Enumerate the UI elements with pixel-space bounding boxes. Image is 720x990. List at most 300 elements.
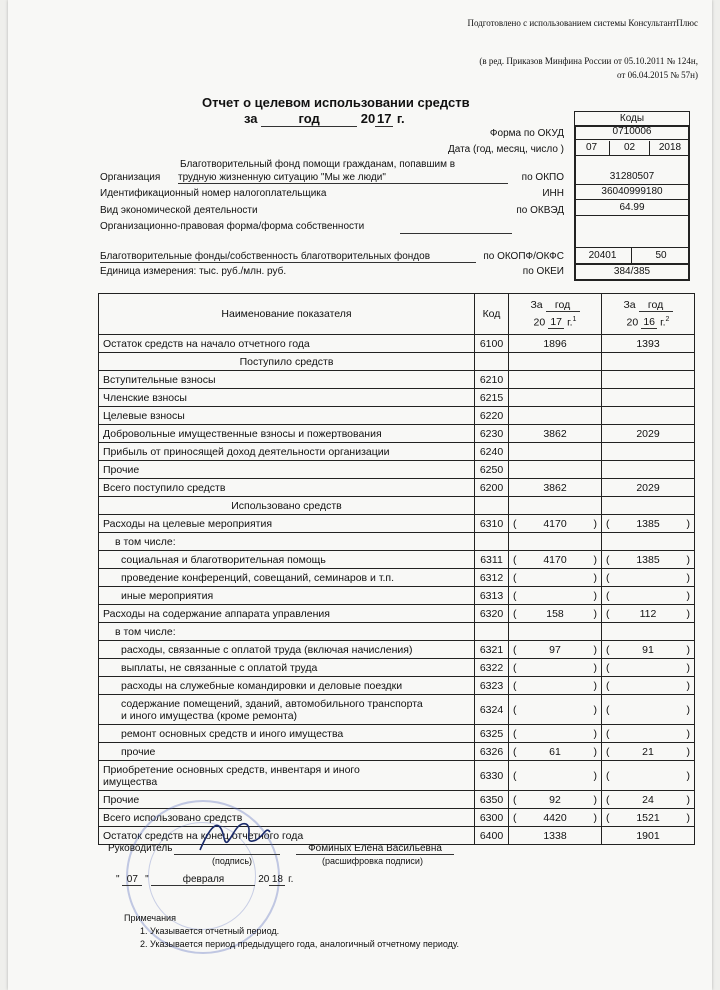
indicator-name: Всего использовано средств bbox=[99, 809, 475, 827]
sign-year-prefix: 20 bbox=[258, 874, 270, 885]
value-cell-empty bbox=[602, 353, 695, 371]
paren-close: ) bbox=[686, 589, 690, 602]
paren-close: ) bbox=[686, 745, 690, 758]
okfs-code: 50 bbox=[655, 250, 667, 261]
period-za: за bbox=[244, 111, 258, 126]
parenthesized-value bbox=[513, 704, 597, 716]
table-row bbox=[99, 695, 695, 725]
value-cur-cell bbox=[509, 809, 602, 827]
value-prev-cell bbox=[602, 725, 695, 743]
indicator-name: Целевые взносы bbox=[99, 407, 475, 425]
parenthesized-value bbox=[606, 590, 690, 602]
table-row bbox=[99, 335, 695, 353]
legal-form-blank bbox=[574, 215, 690, 248]
col-previous-header bbox=[602, 294, 695, 335]
table-row bbox=[99, 587, 695, 605]
okopf-code: 20401 bbox=[574, 248, 632, 264]
value-prev bbox=[602, 389, 695, 407]
indicator-code: 6240 bbox=[475, 443, 509, 461]
indicator-name: Добровольные имущественные взносы и пожертвования bbox=[99, 425, 475, 443]
value-cur-cell bbox=[509, 641, 602, 659]
value-cur: 3862 bbox=[509, 479, 602, 497]
indicator-code: 6200 bbox=[475, 479, 509, 497]
date-label: Дата (год, месяц, число ) bbox=[448, 144, 564, 155]
okved-label: по ОКВЭД bbox=[516, 205, 564, 216]
parenthesized-value bbox=[513, 812, 597, 824]
subheading-label: в том числе: bbox=[99, 533, 475, 551]
value-cur-cell bbox=[509, 743, 602, 761]
parenthesized-value bbox=[606, 572, 690, 584]
indicator-name: ремонт основных средств и иного имущества bbox=[99, 725, 475, 743]
value-prev-cell bbox=[602, 761, 695, 791]
value-prev-cell bbox=[602, 809, 695, 827]
value-cur: 92 bbox=[549, 793, 561, 806]
indicator-name: Расходы на содержание аппарата управления bbox=[99, 605, 475, 623]
paren-close: ) bbox=[686, 607, 690, 620]
value-cell-empty bbox=[602, 497, 695, 515]
parenthesized-value bbox=[606, 608, 690, 620]
table-row bbox=[99, 725, 695, 743]
paren-open: ( bbox=[513, 571, 517, 584]
okpo-label: по ОКПО bbox=[521, 172, 564, 183]
paren-close: ) bbox=[686, 553, 690, 566]
paren-close: ) bbox=[686, 811, 690, 824]
value-cell-empty bbox=[509, 533, 602, 551]
subheading-label: в том числе: bbox=[99, 623, 475, 641]
paren-open: ( bbox=[513, 679, 517, 692]
paren-open: ( bbox=[606, 727, 610, 740]
value-prev-cell bbox=[602, 743, 695, 761]
legal-text: Организационно-правовая форма/форма собственности bbox=[100, 221, 365, 232]
code-cell-empty bbox=[475, 533, 509, 551]
paren-close: ) bbox=[593, 769, 597, 782]
name-caption: (расшифровка подписи) bbox=[322, 856, 423, 866]
table-row bbox=[99, 389, 695, 407]
sign-year: 18 bbox=[269, 874, 285, 886]
indicator-code: 6320 bbox=[475, 605, 509, 623]
indicator-name: Всего поступило средств bbox=[99, 479, 475, 497]
value-prev: 112 bbox=[639, 607, 657, 620]
value-cur: 4170 bbox=[543, 553, 567, 566]
paren-close: ) bbox=[593, 745, 597, 758]
value-cur bbox=[509, 461, 602, 479]
value-cur-cell bbox=[509, 761, 602, 791]
code-cell-empty bbox=[475, 497, 509, 515]
note-2: 2. Указывается период предыдущего года, аналогичный отчетному периоду. bbox=[140, 939, 460, 949]
paren-open: ( bbox=[513, 745, 517, 758]
paren-open: ( bbox=[513, 643, 517, 656]
parenthesized-value bbox=[606, 644, 690, 656]
table-row bbox=[99, 425, 695, 443]
indicator-name: Расходы на целевые мероприятия bbox=[99, 515, 475, 533]
parenthesized-value bbox=[513, 770, 597, 782]
table-row bbox=[99, 641, 695, 659]
inn-label: ИНН bbox=[542, 188, 564, 199]
value-cur-cell bbox=[509, 515, 602, 533]
note-1: 1. Указывается отчетный период. bbox=[140, 926, 280, 936]
cur-year: 17 bbox=[548, 316, 564, 329]
document-page bbox=[8, 0, 712, 990]
paren-open: ( bbox=[606, 793, 610, 806]
paren-open: ( bbox=[606, 679, 610, 692]
parenthesized-value bbox=[606, 518, 690, 530]
value-prev-cell bbox=[602, 791, 695, 809]
value-prev-cell bbox=[602, 587, 695, 605]
paren-close: ) bbox=[686, 517, 690, 530]
value-prev bbox=[602, 407, 695, 425]
indicator-name: Прочие bbox=[99, 791, 475, 809]
cur-suffix: г. bbox=[567, 316, 573, 329]
value-cell-empty bbox=[509, 497, 602, 515]
indicator-code: 6400 bbox=[475, 827, 509, 845]
indicator-name bbox=[99, 761, 475, 791]
period-suffix: г. bbox=[396, 111, 405, 126]
table-row bbox=[99, 605, 695, 623]
sign-date bbox=[116, 874, 293, 886]
codes-header: Коды bbox=[574, 111, 690, 126]
paren-open: ( bbox=[513, 703, 517, 716]
value-prev bbox=[602, 461, 695, 479]
value-cur-cell bbox=[509, 725, 602, 743]
indicator-name: проведение конференций, совещаний, семинаров и т.п. bbox=[99, 569, 475, 587]
table-row bbox=[99, 371, 695, 389]
indicator-code: 6310 bbox=[475, 515, 509, 533]
value-prev: 1385 bbox=[636, 517, 660, 530]
paren-open: ( bbox=[513, 769, 517, 782]
indicator-code: 6312 bbox=[475, 569, 509, 587]
table-row bbox=[99, 479, 695, 497]
parenthesized-value bbox=[513, 746, 597, 758]
indicator-name: Остаток средств на начало отчетного года bbox=[99, 335, 475, 353]
edition-note-line1: (в ред. Приказов Минфина России от 05.10.2011 № 124н, bbox=[479, 56, 698, 66]
indicator-code: 6322 bbox=[475, 659, 509, 677]
value-cur-cell bbox=[509, 605, 602, 623]
indicator-code: 6100 bbox=[475, 335, 509, 353]
value-prev-cell bbox=[602, 569, 695, 587]
paren-close: ) bbox=[593, 661, 597, 674]
head-label: Руководитель bbox=[108, 843, 173, 854]
paren-close: ) bbox=[593, 679, 597, 692]
report-period bbox=[244, 111, 405, 127]
parenthesized-value bbox=[513, 662, 597, 674]
value-cur bbox=[509, 389, 602, 407]
cur-za: За bbox=[530, 298, 543, 311]
parenthesized-value bbox=[606, 680, 690, 692]
report-table bbox=[98, 293, 695, 845]
table-row bbox=[99, 761, 695, 791]
paren-open: ( bbox=[513, 607, 517, 620]
indicator-name-line2: имущества bbox=[103, 775, 158, 788]
value-cur-cell bbox=[509, 695, 602, 725]
indicator-code: 6313 bbox=[475, 587, 509, 605]
value-cur bbox=[509, 407, 602, 425]
paren-close: ) bbox=[686, 679, 690, 692]
parenthesized-value bbox=[513, 608, 597, 620]
table-row bbox=[99, 515, 695, 533]
value-cur bbox=[509, 371, 602, 389]
paren-close: ) bbox=[593, 703, 597, 716]
paren-open: ( bbox=[606, 589, 610, 602]
okved-code: 64.99 bbox=[574, 201, 690, 216]
paren-open: ( bbox=[606, 661, 610, 674]
paren-open: ( bbox=[606, 553, 610, 566]
okei-code: 384/385 bbox=[574, 265, 690, 281]
sign-day: 07 bbox=[122, 874, 142, 886]
table-row bbox=[99, 443, 695, 461]
paren-open: ( bbox=[606, 571, 610, 584]
indicator-code: 6330 bbox=[475, 761, 509, 791]
parenthesized-value bbox=[606, 794, 690, 806]
value-cell-empty bbox=[602, 533, 695, 551]
prev-prefix: 20 bbox=[626, 316, 639, 329]
table-row bbox=[99, 677, 695, 695]
okpo-code: 31280507 bbox=[574, 157, 690, 185]
indicator-name-line1: содержание помещений, зданий, автомобильного транспорта bbox=[121, 697, 423, 710]
value-cur: 4420 bbox=[543, 811, 567, 824]
okei-label: по ОКЕИ bbox=[522, 266, 564, 277]
paren-open: ( bbox=[513, 517, 517, 530]
parenthesized-value bbox=[606, 662, 690, 674]
sign-line bbox=[174, 854, 280, 855]
paren-close: ) bbox=[686, 571, 690, 584]
parenthesized-value bbox=[606, 728, 690, 740]
section-title: Поступило средств bbox=[99, 353, 475, 371]
indicator-name: прочие bbox=[99, 743, 475, 761]
indicator-name bbox=[99, 695, 475, 725]
table-row bbox=[99, 659, 695, 677]
indicator-code: 6210 bbox=[475, 371, 509, 389]
org-label: Организация bbox=[100, 172, 161, 183]
parenthesized-value bbox=[513, 518, 597, 530]
value-cur-cell bbox=[509, 587, 602, 605]
org-name-line2: трудную жизненную ситуацию "Мы же люди" bbox=[178, 172, 508, 184]
period-year-prefix: 20 bbox=[360, 111, 376, 126]
report-title: Отчет о целевом использовании средств bbox=[202, 95, 470, 110]
parenthesized-value bbox=[513, 728, 597, 740]
prev-year: 16 bbox=[641, 316, 657, 329]
prev-word: год bbox=[639, 299, 673, 312]
indicator-name: Прочие bbox=[99, 461, 475, 479]
parenthesized-value bbox=[513, 794, 597, 806]
indicator-code: 6230 bbox=[475, 425, 509, 443]
paren-close: ) bbox=[686, 643, 690, 656]
indicator-name: Прибыль от приносящей доход деятельности организации bbox=[99, 443, 475, 461]
parenthesized-value bbox=[606, 746, 690, 758]
paren-close: ) bbox=[593, 571, 597, 584]
indicator-name: иные мероприятия bbox=[99, 587, 475, 605]
indicator-code: 6220 bbox=[475, 407, 509, 425]
value-cur: 158 bbox=[546, 607, 564, 620]
col-name-header: Наименование показателя bbox=[99, 294, 475, 335]
period-word: год bbox=[261, 111, 357, 127]
table-row bbox=[99, 551, 695, 569]
table-row bbox=[99, 743, 695, 761]
paren-open: ( bbox=[606, 811, 610, 824]
cur-word: год bbox=[546, 299, 580, 312]
value-prev: 2029 bbox=[602, 479, 695, 497]
okud-label: Форма по ОКУД bbox=[489, 128, 564, 139]
paren-close: ) bbox=[593, 553, 597, 566]
indicator-code: 6300 bbox=[475, 809, 509, 827]
cur-prefix: 20 bbox=[533, 316, 546, 329]
code-cell-empty bbox=[475, 623, 509, 641]
indicator-name: расходы, связанные с оплатой труда (включая начисления) bbox=[99, 641, 475, 659]
value-prev: 1393 bbox=[602, 335, 695, 353]
value-prev bbox=[602, 443, 695, 461]
inn-code: 36040999180 bbox=[574, 185, 690, 200]
legal-value: Благотворительные фонды/собственность благотворительных фондов bbox=[100, 251, 476, 263]
value-prev-cell bbox=[602, 641, 695, 659]
value-prev: 24 bbox=[642, 793, 654, 806]
paren-open: ( bbox=[606, 607, 610, 620]
parenthesized-value bbox=[606, 554, 690, 566]
col-code-header: Код bbox=[475, 294, 509, 335]
value-cur bbox=[509, 443, 602, 461]
indicator-code: 6326 bbox=[475, 743, 509, 761]
period-year: 17 bbox=[377, 111, 392, 126]
paren-open: ( bbox=[606, 643, 610, 656]
value-prev bbox=[602, 371, 695, 389]
notes-title: Примечания bbox=[124, 913, 176, 923]
okud-code: 0710006 bbox=[574, 125, 690, 140]
prev-suffix: г. bbox=[660, 316, 666, 329]
value-cur-cell bbox=[509, 569, 602, 587]
paren-open: ( bbox=[606, 703, 610, 716]
paren-close: ) bbox=[593, 517, 597, 530]
indicator-name: выплаты, не связанные с оплатой труда bbox=[99, 659, 475, 677]
section-row bbox=[99, 497, 695, 515]
value-prev: 1521 bbox=[636, 811, 660, 824]
value-cur: 4170 bbox=[543, 517, 567, 530]
table-row bbox=[99, 461, 695, 479]
indicator-code: 6324 bbox=[475, 695, 509, 725]
code-cell-empty bbox=[475, 353, 509, 371]
inn-text: Идентификационный номер налогоплательщика bbox=[100, 188, 327, 199]
paren-close: ) bbox=[686, 769, 690, 782]
paren-close: ) bbox=[686, 703, 690, 716]
date-quote-open: " bbox=[116, 874, 120, 885]
parenthesized-value bbox=[606, 812, 690, 824]
value-cur-cell bbox=[509, 677, 602, 695]
indicator-code: 6311 bbox=[475, 551, 509, 569]
paren-open: ( bbox=[513, 553, 517, 566]
value-cur: 3862 bbox=[509, 425, 602, 443]
indicator-code: 6250 bbox=[475, 461, 509, 479]
indicator-name: расходы на служебные командировки и деловые поездки bbox=[99, 677, 475, 695]
parenthesized-value bbox=[513, 572, 597, 584]
indicator-code: 6325 bbox=[475, 725, 509, 743]
value-prev: 2029 bbox=[602, 425, 695, 443]
paren-open: ( bbox=[606, 769, 610, 782]
value-cur: 61 bbox=[549, 745, 561, 758]
date-quote-close: " bbox=[145, 874, 149, 885]
sign-suffix: г. bbox=[288, 874, 294, 885]
indicator-code: 6323 bbox=[475, 677, 509, 695]
paren-close: ) bbox=[686, 793, 690, 806]
indicator-name-line1: Приобретение основных средств, инвентаря и иного bbox=[103, 763, 360, 776]
paren-close: ) bbox=[593, 643, 597, 656]
value-cell-empty bbox=[602, 623, 695, 641]
section-row bbox=[99, 353, 695, 371]
subheading-row bbox=[99, 623, 695, 641]
paren-open: ( bbox=[513, 793, 517, 806]
value-prev: 1385 bbox=[636, 553, 660, 566]
paren-close: ) bbox=[593, 589, 597, 602]
paren-open: ( bbox=[513, 727, 517, 740]
date-month: 02 bbox=[610, 141, 650, 156]
paren-close: ) bbox=[593, 793, 597, 806]
value-prev-cell bbox=[602, 605, 695, 623]
value-cur: 1338 bbox=[509, 827, 602, 845]
value-cur: 97 bbox=[549, 643, 561, 656]
paren-open: ( bbox=[513, 661, 517, 674]
parenthesized-value bbox=[513, 590, 597, 602]
prev-za: За bbox=[623, 298, 636, 311]
parenthesized-value bbox=[513, 644, 597, 656]
paren-open: ( bbox=[513, 811, 517, 824]
parenthesized-value bbox=[606, 704, 690, 716]
indicator-name: Остаток средств на конец отчетного года bbox=[99, 827, 475, 845]
value-cur: 1896 bbox=[509, 335, 602, 353]
head-name: Фоминых Елена Васильевна bbox=[296, 843, 454, 855]
value-prev-cell bbox=[602, 515, 695, 533]
sign-caption: (подпись) bbox=[212, 856, 253, 866]
paren-open: ( bbox=[606, 517, 610, 530]
okopf-label: по ОКОПФ/ОКФС bbox=[483, 251, 564, 262]
cur-note: 1 bbox=[572, 315, 577, 323]
value-prev: 1901 bbox=[602, 827, 695, 845]
date-year: 2018 bbox=[650, 141, 690, 156]
unit-text: Единица измерения: тыс. руб./млн. руб. bbox=[100, 266, 287, 277]
paren-close: ) bbox=[686, 727, 690, 740]
sign-month: февраля bbox=[151, 874, 255, 886]
subheading-row bbox=[99, 533, 695, 551]
paren-close: ) bbox=[593, 607, 597, 620]
value-prev-cell bbox=[602, 695, 695, 725]
value-cur-cell bbox=[509, 551, 602, 569]
value-prev-cell bbox=[602, 659, 695, 677]
value-prev-cell bbox=[602, 551, 695, 569]
value-prev-cell bbox=[602, 677, 695, 695]
date-day: 07 bbox=[574, 141, 610, 156]
indicator-code: 6321 bbox=[475, 641, 509, 659]
indicator-name: Членские взносы bbox=[99, 389, 475, 407]
value-cur-cell bbox=[509, 791, 602, 809]
indicator-code: 6350 bbox=[475, 791, 509, 809]
value-cell-empty bbox=[509, 353, 602, 371]
indicator-name-line2: и иного имущества (кроме ремонта) bbox=[121, 709, 298, 722]
top-note: Подготовлено с использованием системы КонсультантПлюс bbox=[467, 18, 698, 28]
table-header-row bbox=[99, 294, 695, 335]
parenthesized-value bbox=[513, 554, 597, 566]
legal-blank-line bbox=[400, 233, 512, 234]
parenthesized-value bbox=[513, 680, 597, 692]
activity-text: Вид экономической деятельности bbox=[100, 205, 258, 216]
indicator-name: социальная и благотворительная помощь bbox=[99, 551, 475, 569]
paren-close: ) bbox=[593, 727, 597, 740]
paren-open: ( bbox=[606, 745, 610, 758]
col-current-header bbox=[509, 294, 602, 335]
table-row bbox=[99, 569, 695, 587]
section-title: Использовано средств bbox=[99, 497, 475, 515]
paren-open: ( bbox=[513, 589, 517, 602]
indicator-name: Вступительные взносы bbox=[99, 371, 475, 389]
prev-note: 2 bbox=[665, 315, 670, 323]
paren-close: ) bbox=[593, 811, 597, 824]
indicator-code: 6215 bbox=[475, 389, 509, 407]
value-prev: 21 bbox=[642, 745, 654, 758]
edition-note-line2: от 06.04.2015 № 57н) bbox=[617, 70, 698, 80]
